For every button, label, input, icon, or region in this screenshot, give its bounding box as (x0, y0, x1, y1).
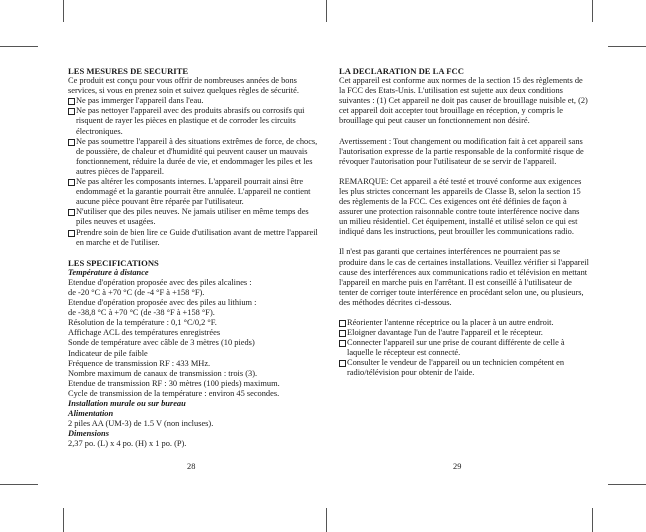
fcc-paragraph-3: REMARQUE: Cet appareil a été testé et trouvé conforme aux exigences les plus strictes concernant les appareils de Classe B, selon la section 15 des règlements de la FCC. Ces exigences ont été définies de façon à assurer une protection raisonnable contre toute interférence nocive dans un milieu résidentiel. Cet équipement, installé et utilisé selon ce qui est indiqué dans les instructions, peut brouiller les communications radio. (339, 176, 582, 237)
spec-power-subheading: Alimentation (68, 409, 114, 419)
spec-line: Etendue d'opération proposée avec des piles alcalines : (68, 277, 252, 287)
spec-line: de -20 °C à +70 °C (de -4 °F à +158 °F). (68, 287, 205, 297)
list-item: Ne pas soumettre l'appareil à des situations extrêmes de force, de chocs, de poussière, de chaleur et d'humidité qui peuvent causer un mauvais fonctionnement, réduire la durée de vie, et endommager les piles et les autres pièces de l'appareil. (68, 137, 320, 177)
list-item: Réorienter l'antenne réceptrice ou la placer à un autre endroit. (339, 318, 589, 328)
crop-mark (608, 46, 646, 47)
checkbox-icon (68, 209, 75, 216)
specs-heading: LES SPECIFICATIONS (68, 257, 159, 268)
fcc-paragraph-4: Il n'est pas garanti que certaines interférences ne pourraient pas se produire dans le cas de certaines installations. Veuillez vérifier si l'appareil cause des interférences aux communications radio et télévision en mettant l'appareil en marche puis en l'arrêtant. Il est conseillé à l'utilisateur de tenter de corriger toute interférence en procédant selon une, ou plusieurs, des méthodes décrites ci-dessous. (339, 247, 589, 307)
spec-line: Résolution de la température : 0,1 °C/0,2 °F. (68, 318, 217, 328)
crop-mark (592, 508, 593, 532)
crop-mark (0, 46, 38, 47)
checkbox-icon (68, 108, 75, 115)
fcc-paragraph-2: Avertissement : Tout changement ou modification fait à cet appareil sans l'autorisation expresse de la partie responsable de la conformité risque de révoquer l'autorisation pour l'utilisateur de se servir de l'appareil. (339, 136, 584, 166)
spec-dimensions-value: 2,37 po. (L) x 4 po. (H) x 1 po. (P). (68, 439, 187, 449)
spec-line: Nombre maximum de canaux de transmission : trois (3). (68, 368, 258, 378)
right-page-column (339, 66, 589, 379)
fcc-heading: LA DECLARATION DE LA FCC (339, 66, 464, 76)
checkbox-icon (339, 340, 346, 347)
list-item: Eloigner davantage l'un de l'autre l'appareil et le récepteur. (339, 328, 589, 338)
crop-mark (326, 508, 327, 532)
list-item: Ne pas altérer les composants internes. L'appareil pourrait ainsi être endommagé et la garantie pourrait être annulée. L'appareil ne contient aucune pièce pouvant être réparée par l'utilisateur. (68, 177, 320, 207)
checkbox-icon (68, 139, 75, 146)
spec-dimensions-subheading: Dimensions (68, 429, 109, 439)
crop-mark (63, 0, 64, 22)
checkbox-icon (339, 330, 346, 337)
safety-heading: LES MESURES DE SECURITE (68, 66, 189, 76)
crop-mark (326, 0, 327, 22)
spec-line: Sonde de température avec câble de 3 mètres (10 pieds) (68, 338, 255, 348)
safety-intro: Ce produit est conçu pour vous offrir de nombreuses années de bons services, si vous en prenez soin et suivez quelques règles de sécurité. (68, 76, 299, 96)
crop-mark (592, 0, 593, 22)
spec-line: Cycle de transmission de la température : environ 45 secondes. (68, 388, 280, 398)
spec-install-subheading: Installation murale ou sur bureau (68, 399, 186, 408)
list-item: Prendre soin de bien lire ce Guide d'utilisation avant de mettre l'appareil en marche et de l'utiliser. (68, 228, 320, 248)
page-number-right: 29 (453, 462, 462, 471)
spec-line: Etendue de transmission RF : 30 mètres (100 pieds) maximum. (68, 378, 280, 388)
checkbox-icon (339, 320, 346, 327)
safety-list (68, 96, 320, 247)
spec-power-value: 2 piles AA (UM-3) de 1.5 V (non incluses). (68, 419, 214, 429)
list-item: Connecter l'appareil sur une prise de courant différente de celle à laquelle le récepteur est connecté. (339, 338, 589, 358)
spec-line: de -38,8 °C à +70 °C (de -38 °F à +158 °F). (68, 308, 215, 318)
left-page-column (68, 66, 320, 449)
spec-line: Etendue d'opération proposée avec des piles au lithium : (68, 298, 257, 308)
checkbox-icon (68, 98, 75, 105)
list-item: Ne pas nettoyer l'appareil avec des produits abrasifs ou corrosifs qui risquent de rayer les pièces en plastique et de corroder les circuits électroniques. (68, 106, 320, 136)
list-item: Consulter le vendeur de l'appareil ou un technicien compétent en radio/télévision pour obtenir de l'aide. (339, 358, 589, 378)
spec-line: Fréquence de transmission RF : 433 MHz. (68, 358, 211, 368)
crop-mark (63, 508, 64, 532)
crop-mark (608, 484, 646, 485)
crop-mark (0, 484, 38, 485)
list-item: Ne pas immerger l'appareil dans l'eau. (68, 96, 320, 106)
fcc-list (339, 318, 589, 379)
page-number-left: 28 (187, 462, 196, 471)
fcc-paragraph-1: Cet appareil est conforme aux normes de la section 15 des règlements de la FCC des Etats-Unis. L'utilisation est sujette aux deux conditions suivantes : (1) Cet appareil ne doit pas causer de brouillage nuisible et, (2) cet appareil doit accepter tout brouillage en réception, y compris le brouillage qui peut causer un fonctionnement non désiré. (339, 76, 588, 126)
spec-temp-subheading: Température à distance (68, 267, 149, 277)
list-item: N'utiliser que des piles neuves. Ne jamais utiliser en même temps des piles neuves et usagées. (68, 207, 320, 227)
checkbox-icon (68, 179, 75, 186)
checkbox-icon (339, 360, 346, 367)
spec-line: Affichage ACL des températures enregistrées (68, 328, 221, 338)
checkbox-icon (68, 230, 75, 237)
spec-line: Indicateur de pile faible (68, 348, 148, 358)
